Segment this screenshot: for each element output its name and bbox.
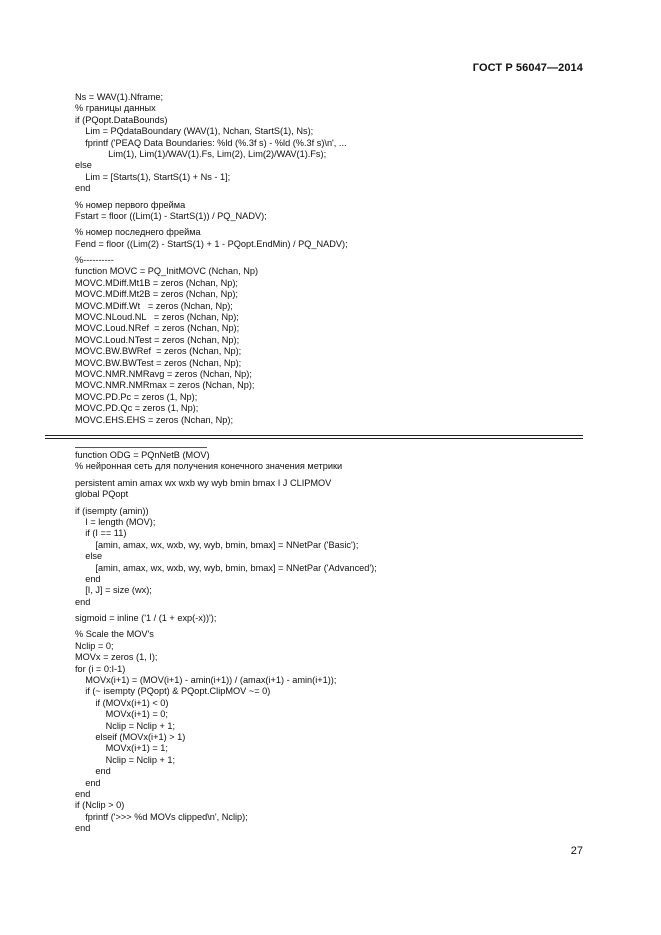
code-line: MOVC.BW.BWRef = zeros (Nchan, Np); [75,346,242,357]
code-line: Fstart = floor ((Lim(1) - StartS(1)) / PQ_NADV); [75,210,267,221]
code-line: Nclip = Nclip + 1; [75,720,176,731]
code-line: if (MOVx(i+1) < 0) [75,697,169,708]
code-line: else [75,551,103,562]
code-line: end [75,777,101,788]
code-line: Ns = WAV(1).Nframe; [75,92,164,102]
code-line: MOVC.MDiff.Mt1B = zeros (Nchan, Np); [75,277,238,288]
code-line: % номер последнего фрейма [75,227,201,238]
code-line: I = length (MOV); [75,516,156,527]
code-line: % границы данных [75,103,156,114]
code-line: if (PQopt.DataBounds) [75,114,168,125]
code-line: MOVx(i+1) = (MOV(i+1) - amin(i+1)) / (amax(i+1) - amin(i+1)); [75,675,337,686]
code-line: function MOVC = PQ_InitMOVC (Nchan, Np) [75,266,259,277]
page-number: 27 [570,845,583,857]
code-line: MOVC.NMR.NMRavg = zeros (Nchan, Np); [75,368,252,379]
separator-line-top [45,435,583,436]
code-line: [I, J] = size (wx); [75,585,152,596]
code-line: persistent amin amax wx wxb wy wyb bmin bmax I J CLIPMOV [75,477,332,488]
code-line: end [75,766,111,777]
short-rule [75,447,207,448]
code-line: end [75,183,91,194]
code-line: global PQopt [75,489,129,500]
code-line: else [75,160,92,171]
code-line: MOVC.Loud.NRef = zeros (Nchan, Np); [75,323,240,334]
code-block-1 [75,92,595,426]
code-block-2 [75,450,595,835]
code-line: Nclip = Nclip + 1; [75,754,176,765]
code-line: MOVC.Loud.NTest = zeros (Nchan, Np); [75,334,240,345]
code-line: MOVC.NMR.NMRmax = zeros (Nchan, Np); [75,380,255,391]
code-line: %---------- [75,255,114,266]
code-line: fprintf ('PEAQ Data Boundaries: %ld (%.3f s) - %ld (%.3f s)\n', ... [75,137,347,148]
code-line: if (I == 11) [75,528,127,539]
code-line: Fend = floor ((Lim(2) - StartS(1) + 1 - PQopt.EndMin) / PQ_NADV); [75,238,348,249]
code-line: if (~ isempty (PQopt) & PQopt.ClipMOV ~= 0) [75,686,271,697]
code-line: MOVx(i+1) = 1; [75,743,168,754]
code-line: MOVC.MDiff.Wt = zeros (Nchan, Np); [75,300,233,311]
code-line: if (Nclip > 0) [75,800,125,811]
code-line: MOVC.BW.BWTest = zeros (Nchan, Np); [75,357,242,368]
code-line: if (isempty (amin)) [75,505,149,516]
code-line: % номер первого фрейма [75,199,186,210]
code-line: MOVC.PD.Pc = zeros (1, Np); [75,391,198,402]
code-line: Lim(1), Lim(1)/WAV(1).Fs, Lim(2), Lim(2)/WAV(1).Fs); [75,148,327,159]
code-line: sigmoid = inline ('1 / (1 + exp(-x))'); [75,613,217,624]
code-line: end [75,596,91,607]
code-line: MOVx = zeros (1, I); [75,652,158,663]
code-line: end [75,788,91,799]
code-line: function ODG = PQnNetB (MOV) [75,450,210,460]
standard-header: ГОСТ Р 56047—2014 [472,62,583,74]
code-line: MOVx(i+1) = 0; [75,709,168,720]
code-line: MOVC.NLoud.NL = zeros (Nchan, Np); [75,312,239,323]
code-line: elseif (MOVx(i+1) > 1) [75,731,186,742]
code-line: for (i = 0:I-1) [75,663,126,674]
code-line: MOVC.PD.Qc = zeros (1, Np); [75,403,199,414]
code-line: % нейронная сеть для получения конечного значения метрики [75,461,343,472]
code-line: % Scale the MOV's [75,629,154,640]
code-line: [amin, amax, wx, wxb, wy, wyb, bmin, bmax] = NNetPar ('Advanced'); [75,562,377,573]
code-line: fprintf ('>>> %d MOVs clipped\n', Nclip); [75,811,248,822]
code-line: Lim = [Starts(1), StartS(1) + Ns - 1]; [75,171,231,182]
code-line: end [75,823,91,834]
code-line: MOVC.EHS.EHS = zeros (Nchan, Np); [75,414,234,425]
separator-line-bottom [45,438,583,439]
code-line: Nclip = 0; [75,640,114,651]
code-line: [amin, amax, wx, wxb, wy, wyb, bmin, bmax] = NNetPar ('Basic'); [75,539,359,550]
code-line: MOVC.MDiff.Mt2B = zeros (Nchan, Np); [75,289,238,300]
code-line: end [75,573,101,584]
code-line: Lim = PQdataBoundary (WAV(1), Nchan, StartS(1), Ns); [75,126,314,137]
